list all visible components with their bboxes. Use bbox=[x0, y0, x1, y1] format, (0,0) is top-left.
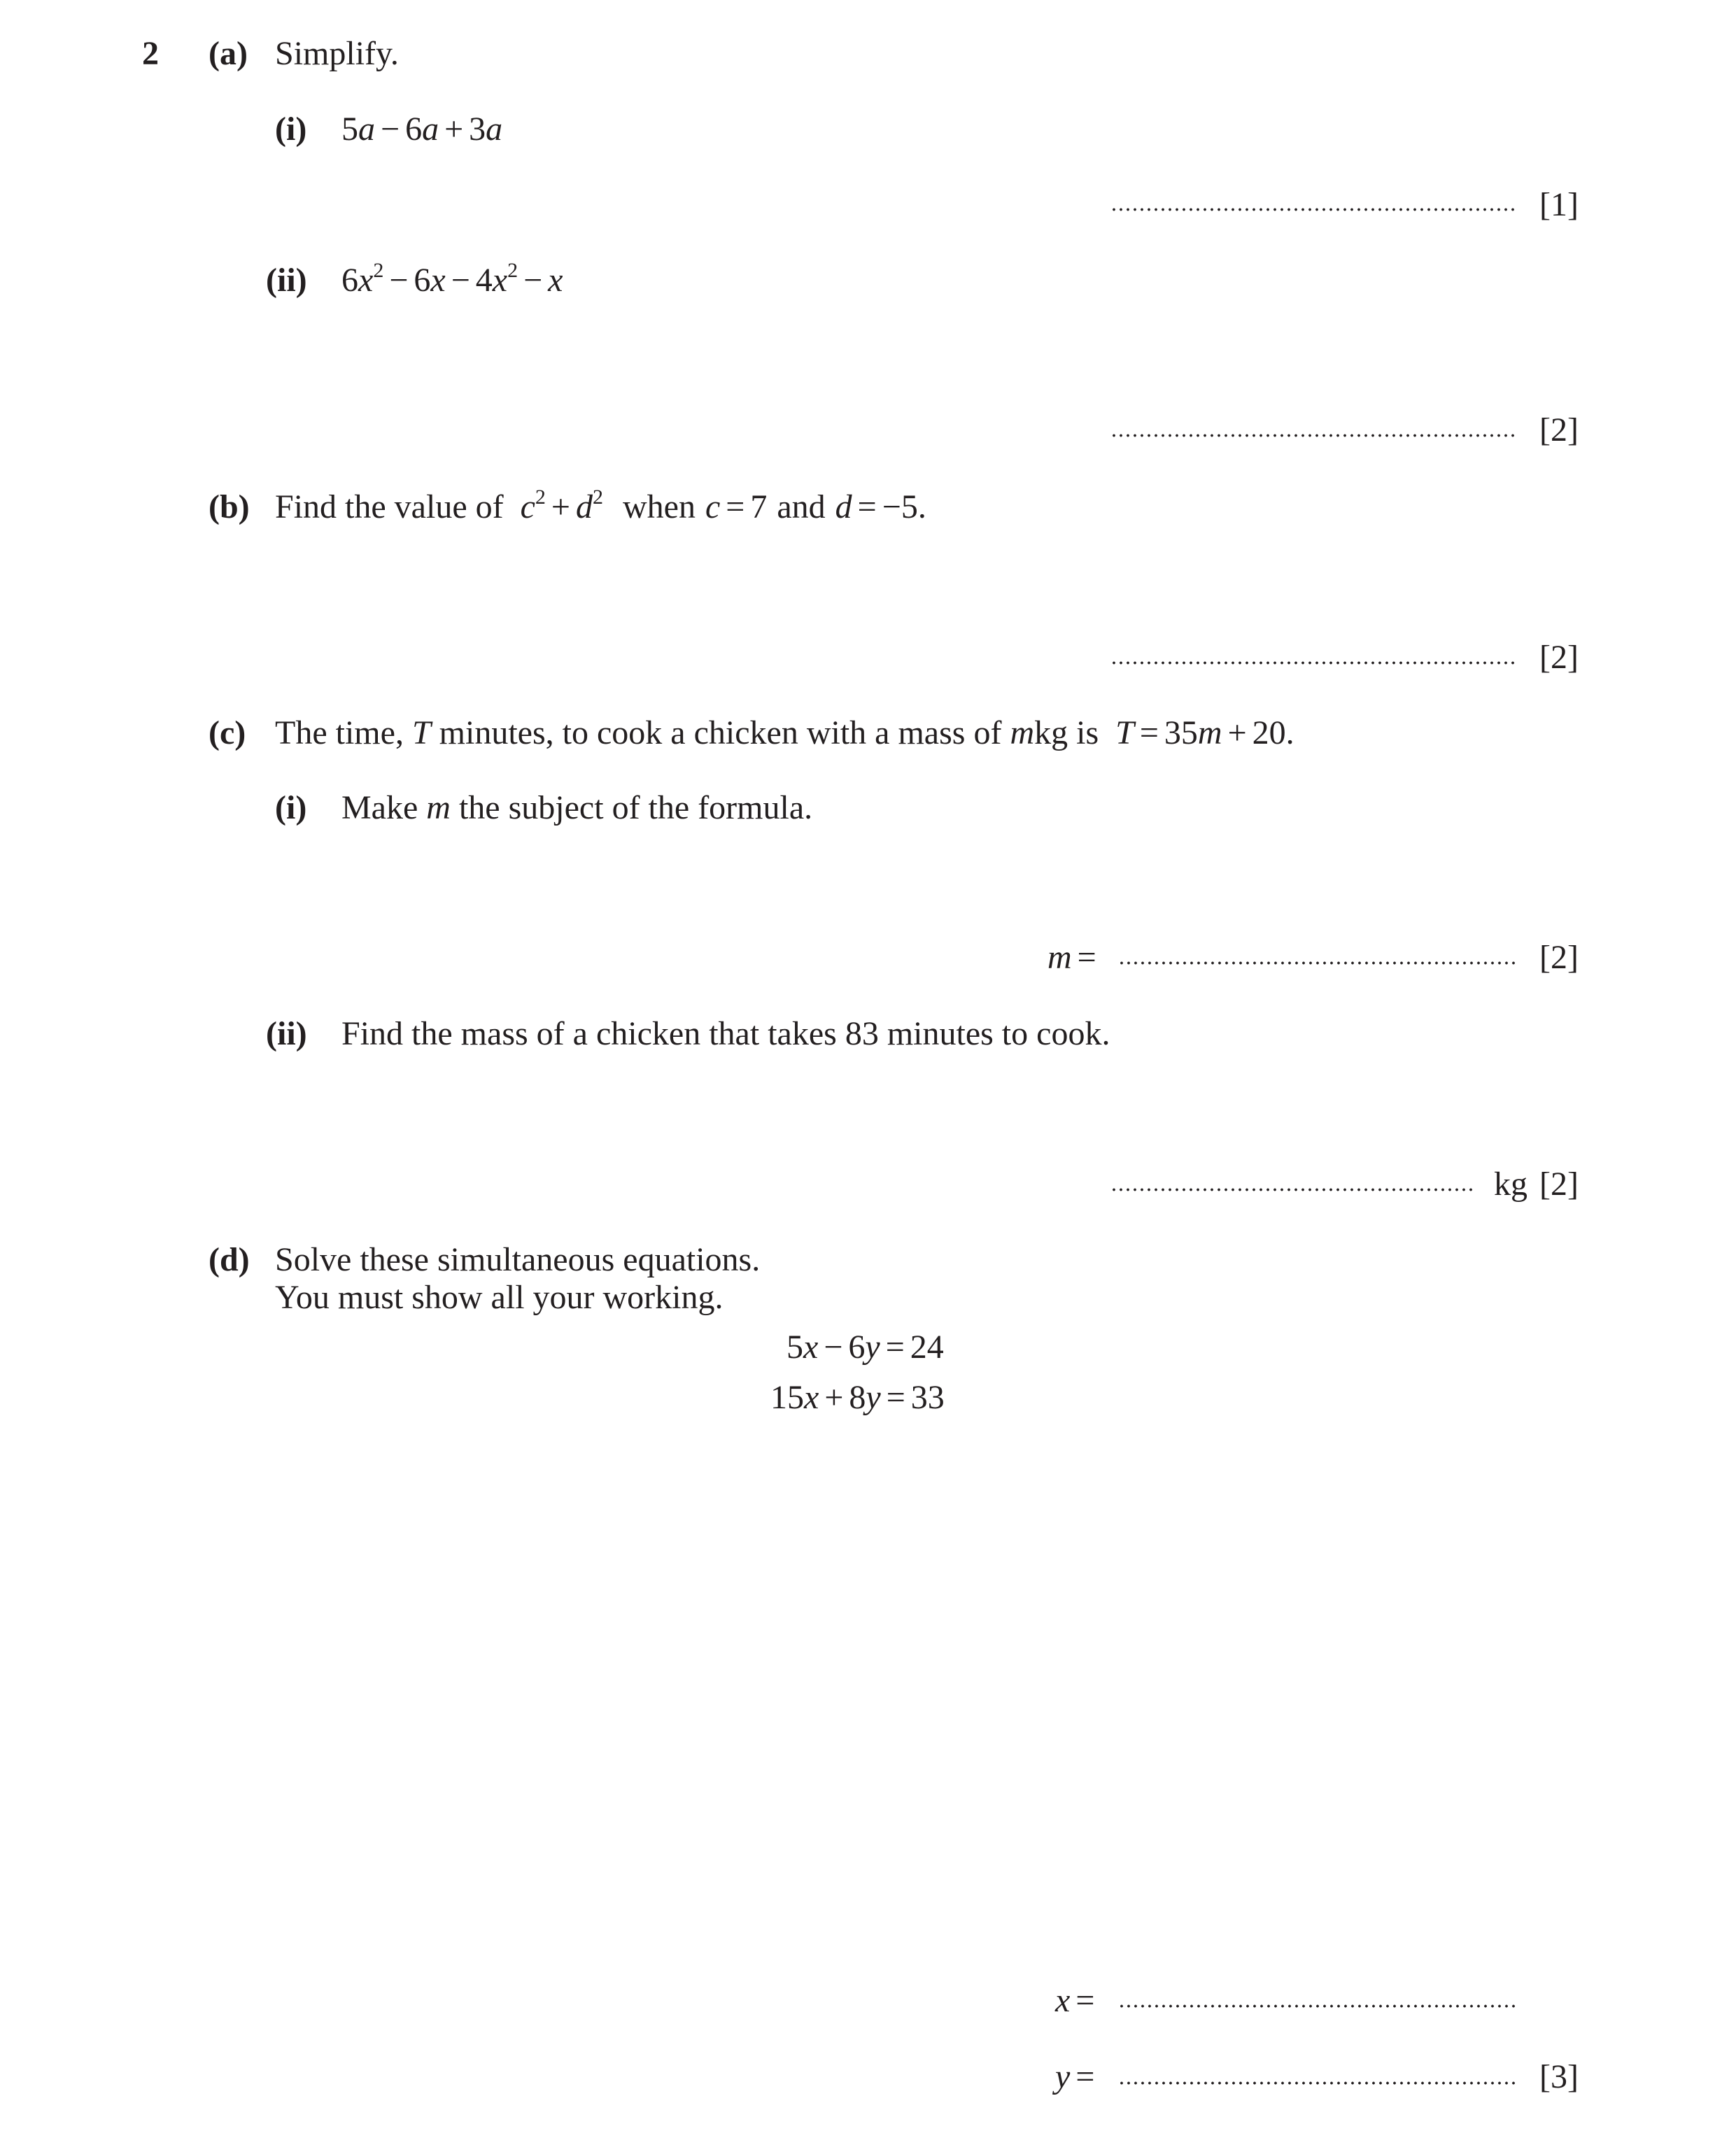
marks-a-ii: [2] bbox=[1539, 411, 1579, 448]
part-c-i-text-after: the subject of the formula. bbox=[458, 789, 813, 826]
part-a-ii-label: (ii) bbox=[266, 262, 307, 299]
part-b-question bbox=[275, 486, 926, 525]
answer-prefix-m: m = bbox=[1047, 939, 1096, 976]
part-c-label: (c) bbox=[209, 714, 246, 751]
answer-line-d-x[interactable] bbox=[1118, 2004, 1515, 2008]
marks-a-i: [1] bbox=[1539, 186, 1579, 223]
marks-c-i: [2] bbox=[1539, 939, 1579, 976]
part-a-i-label: (i) bbox=[275, 111, 307, 148]
part-d-label: (d) bbox=[209, 1241, 250, 1278]
answer-prefix-x: x = bbox=[1055, 1982, 1095, 2019]
part-c-text-mid: minutes, to cook a chicken with a mass of bbox=[439, 714, 1002, 751]
expression-a-ii: $6x^2 - 6x - 4x^2 - x$ bbox=[341, 259, 563, 299]
part-a-instruction: Simplify. bbox=[275, 35, 399, 72]
part-c-text-before: The time, bbox=[275, 714, 404, 751]
answer-line-a-ii[interactable] bbox=[1110, 434, 1515, 437]
question-number: 2 bbox=[142, 35, 159, 72]
answer-line-c-i[interactable] bbox=[1118, 961, 1515, 965]
unit-c-ii: kg bbox=[1494, 1166, 1527, 1203]
part-c-ii-question: Find the mass of a chicken that takes 83 minutes to cook. bbox=[341, 1015, 1110, 1052]
part-c-text-after: kg is bbox=[1034, 714, 1099, 751]
value-c: c = 7 bbox=[705, 488, 768, 525]
part-c-stem bbox=[275, 716, 1294, 750]
var-m-subject: m bbox=[426, 789, 451, 826]
expression-b: $c^2 + d^2$ bbox=[520, 486, 603, 525]
part-d-instruction-1: Solve these simultaneous equations. bbox=[275, 1241, 761, 1278]
equation-1: 5x − 6y = 24 bbox=[786, 1329, 944, 1366]
part-c-ii-label: (ii) bbox=[266, 1015, 307, 1052]
part-c-i-label: (i) bbox=[275, 789, 307, 826]
part-c-i-text-before: Make bbox=[341, 789, 418, 826]
equation-2: 15x + 8y = 33 bbox=[770, 1379, 945, 1416]
answer-line-b[interactable] bbox=[1110, 661, 1515, 665]
marks-c-ii: [2] bbox=[1539, 1166, 1579, 1203]
formula-c: T = 35m + 20. bbox=[1115, 714, 1294, 751]
var-m: m bbox=[1010, 714, 1035, 751]
expression-a-i: 5a − 6a + 3a bbox=[341, 111, 503, 148]
part-d-instruction-2: You must show all your working. bbox=[275, 1279, 724, 1316]
var-T: T bbox=[411, 714, 431, 751]
marks-b: [2] bbox=[1539, 639, 1579, 676]
part-b-when: when bbox=[623, 488, 696, 525]
part-b-and: and bbox=[777, 488, 826, 525]
marks-d: [3] bbox=[1539, 2058, 1579, 2095]
answer-line-d-y[interactable] bbox=[1118, 2081, 1515, 2085]
part-b-text-before: Find the value of bbox=[275, 488, 504, 525]
answer-line-c-ii[interactable] bbox=[1110, 1188, 1474, 1191]
part-b-label: (b) bbox=[209, 488, 250, 525]
value-d: d = −5. bbox=[835, 488, 926, 525]
part-a-label: (a) bbox=[209, 35, 248, 72]
answer-line-a-i[interactable] bbox=[1110, 208, 1515, 211]
answer-prefix-y: y = bbox=[1055, 2058, 1095, 2095]
part-c-i-question bbox=[341, 791, 812, 825]
